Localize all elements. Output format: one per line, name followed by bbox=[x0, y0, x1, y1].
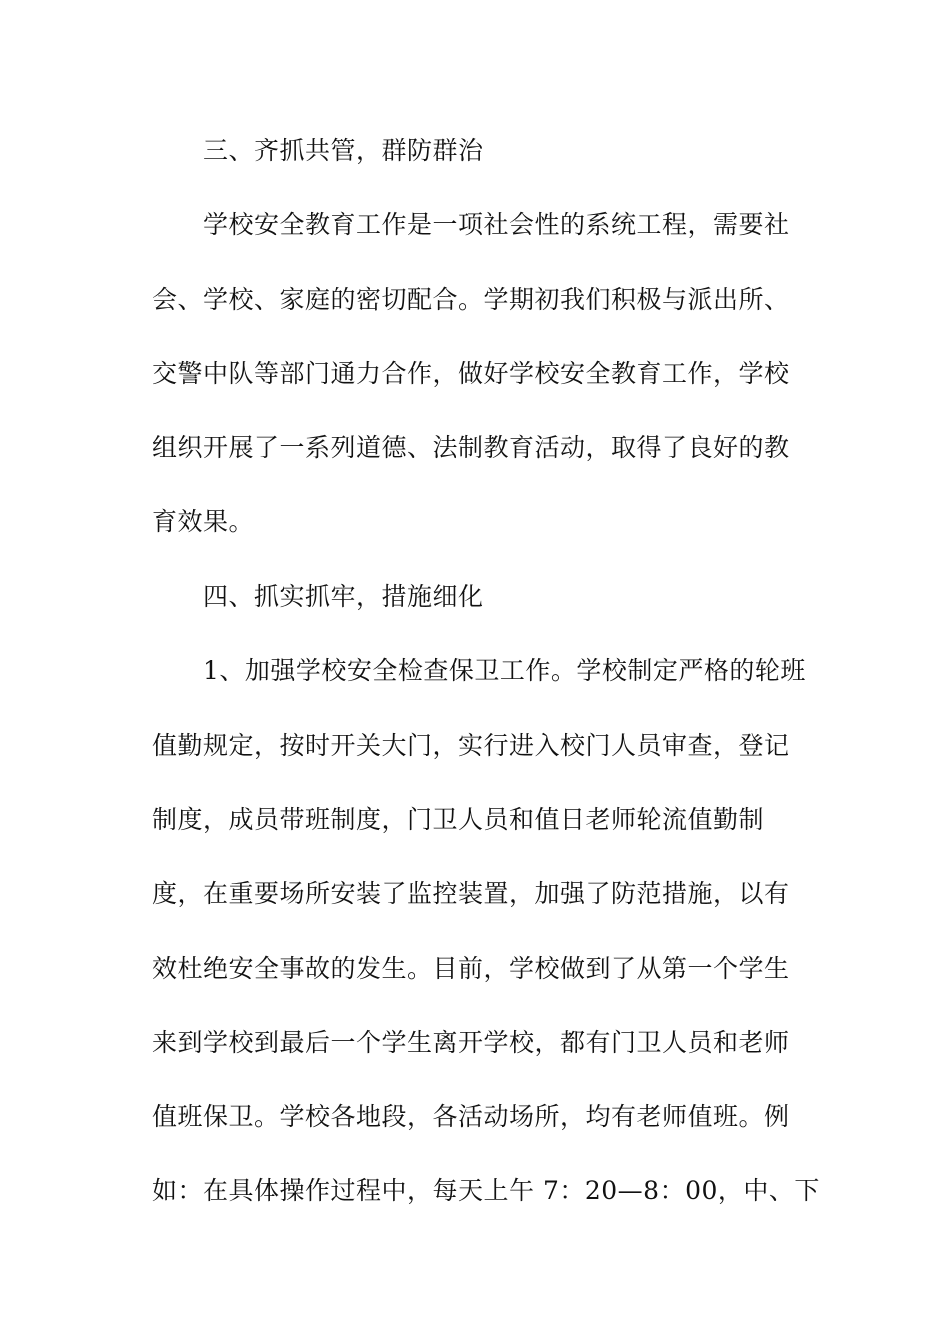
section-heading-4: 四、抓实抓牢，措施细化 bbox=[203, 582, 484, 611]
paragraph-line: 值勤规定，按时开关大门，实行进入校门人员审查，登记 bbox=[152, 731, 790, 760]
paragraph-line: 交警中队等部门通力合作，做好学校安全教育工作，学校 bbox=[152, 359, 790, 388]
paragraph-line: 1、加强学校安全检查保卫工作。学校制定严格的轮班 bbox=[203, 656, 806, 685]
paragraph-line: 值班保卫。学校各地段，各活动场所，均有老师值班。例 bbox=[152, 1102, 790, 1131]
paragraph-line: 如：在具体操作过程中，每天上午 7：20—8：00，中、下 bbox=[152, 1176, 820, 1205]
paragraph-line: 效杜绝安全事故的发生。目前，学校做到了从第一个学生 bbox=[152, 954, 790, 983]
paragraph-line: 育效果。 bbox=[152, 507, 255, 536]
paragraph-line: 制度，成员带班制度，门卫人员和值日老师轮流值勤制 bbox=[152, 805, 765, 834]
section-heading-3: 三、齐抓共管，群防群治 bbox=[203, 136, 484, 165]
paragraph-line: 学校安全教育工作是一项社会性的系统工程，需要社 bbox=[203, 210, 790, 239]
paragraph-line: 会、学校、家庭的密切配合。学期初我们积极与派出所、 bbox=[152, 285, 790, 314]
paragraph-line: 组织开展了一系列道德、法制教育活动，取得了良好的教 bbox=[152, 433, 790, 462]
paragraph-line: 度，在重要场所安装了监控装置，加强了防范措施，以有 bbox=[152, 879, 790, 908]
paragraph-line: 来到学校到最后一个学生离开学校，都有门卫人员和老师 bbox=[152, 1028, 790, 1057]
